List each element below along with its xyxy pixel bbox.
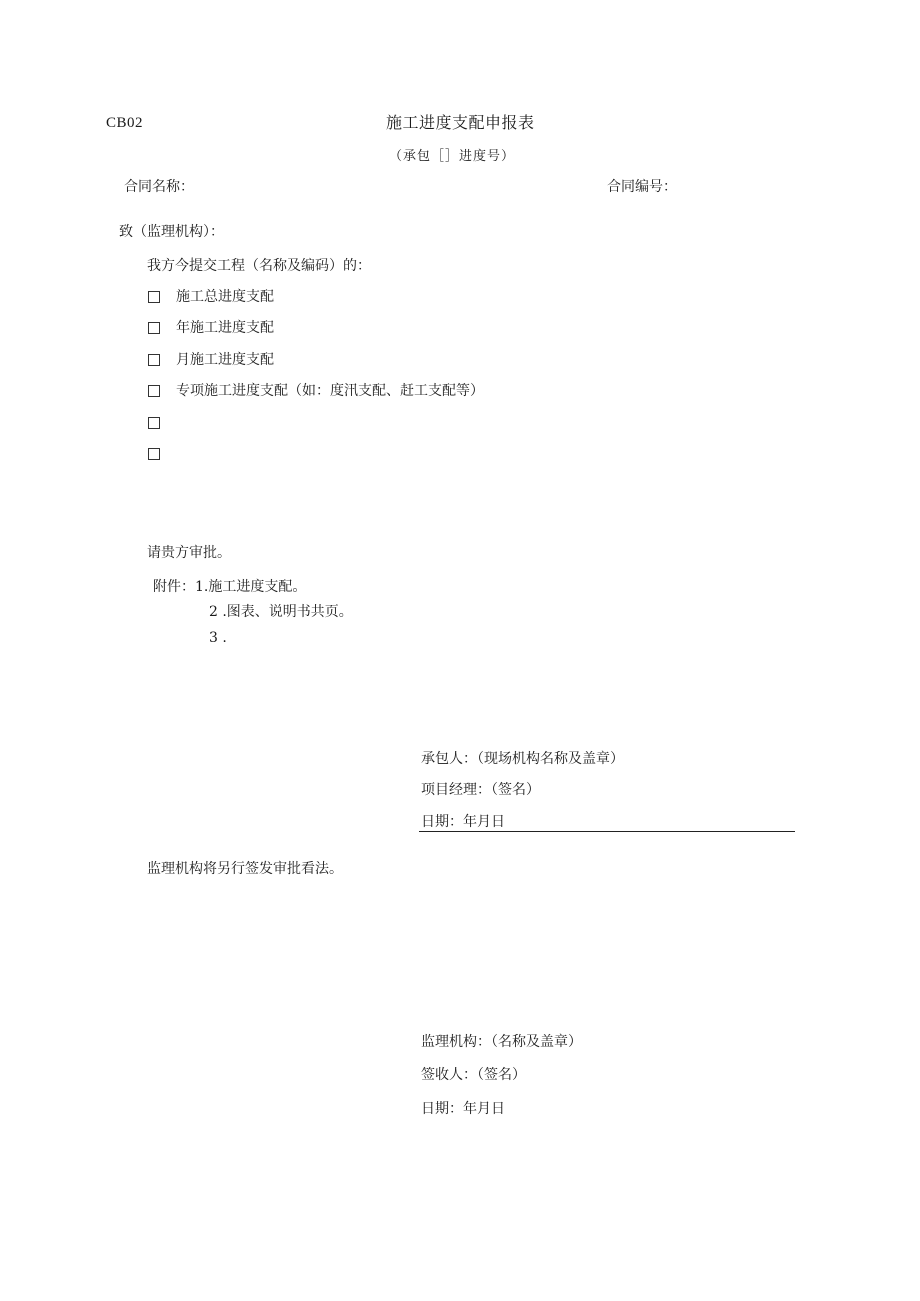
checkbox[interactable]: [148, 417, 160, 429]
supervisor-line: 监理机构：（名称及盖章）: [421, 1034, 582, 1050]
option-overall-schedule[interactable]: [148, 290, 274, 304]
checkbox[interactable]: [148, 322, 160, 334]
document-subtitle: （承包［］进度号）: [389, 149, 516, 164]
contractor-line: 承包人：（现场机构名称及盖章）: [421, 751, 624, 767]
option-annual-schedule[interactable]: [148, 321, 274, 335]
attachment-1: 附件：1.施工进度支配。: [153, 579, 307, 595]
form-code: CB02: [106, 115, 144, 131]
contract-name-label: 合同名称：: [124, 179, 194, 195]
option-blank-1[interactable]: [148, 416, 176, 430]
section-divider: [419, 831, 795, 832]
checkbox[interactable]: [148, 354, 160, 366]
checkbox[interactable]: [148, 385, 160, 397]
attachment-2: 2 .图表、说明书共页。: [209, 604, 353, 620]
option-label: 专项施工进度支配（如：度汛支配、赶工支配等）: [176, 383, 484, 399]
option-monthly-schedule[interactable]: [148, 353, 274, 367]
receiver-line: 签收人：（签名）: [421, 1067, 526, 1083]
option-label: 施工总进度支配: [176, 289, 274, 305]
contractor-date-line: 日期：年月日: [421, 814, 505, 830]
supervisor-note: 监理机构将另行签发审批看法。: [147, 861, 343, 877]
addressee: 致（监理机构）：: [119, 224, 224, 240]
option-special-schedule[interactable]: [148, 384, 484, 398]
intro-text: 我方今提交工程（名称及编码）的：: [147, 258, 371, 274]
project-manager-line: 项目经理：（签名）: [421, 782, 540, 798]
request-approval: 请贵方审批。: [147, 545, 231, 561]
option-label: 月施工进度支配: [176, 352, 274, 368]
option-label: 年施工进度支配: [176, 320, 274, 336]
checkbox[interactable]: [148, 448, 160, 460]
contract-number-label: 合同编号：: [607, 179, 677, 195]
attachment-3: 3 .: [209, 630, 227, 646]
supervisor-date-line: 日期：年月日: [421, 1101, 505, 1117]
document-title: 施工进度支配申报表: [386, 113, 535, 132]
checkbox[interactable]: [148, 291, 160, 303]
option-blank-2[interactable]: [148, 447, 176, 461]
